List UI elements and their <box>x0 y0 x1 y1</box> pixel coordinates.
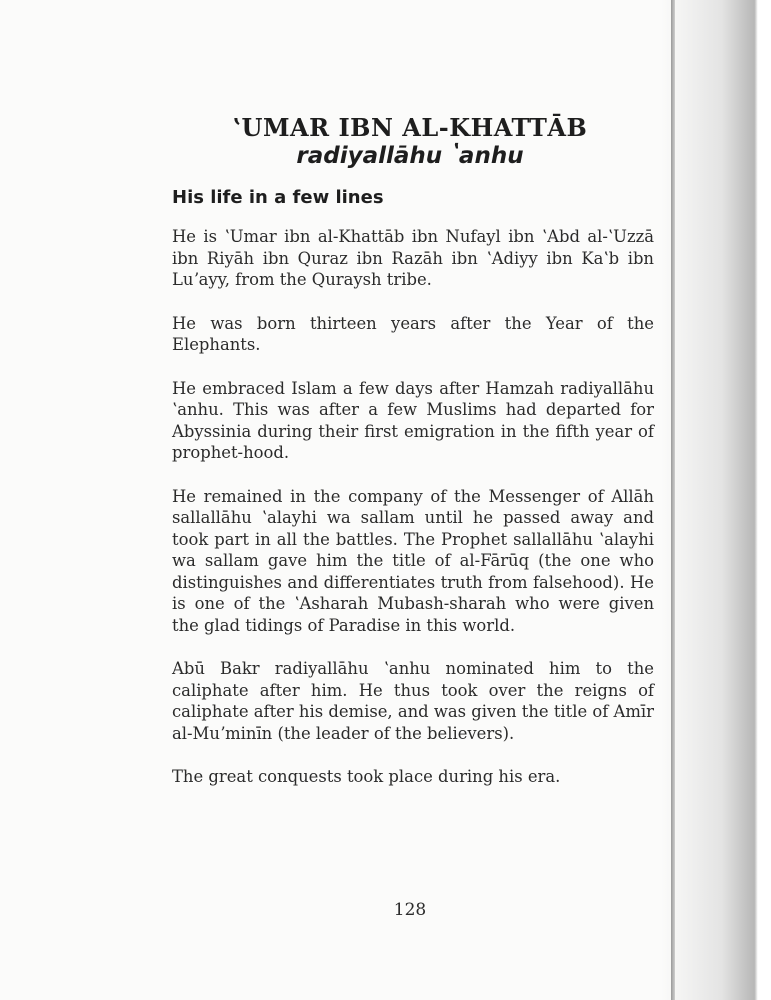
paragraph-caliphate: Abū Bakr radiyallāhu ʽanhu nominated him to the caliphate after him. He thus took over the reigns of caliphate after his demise, and was given the title of Amīr al-Muʼminīn (the leader of the believers). <box>172 659 654 743</box>
body-text <box>172 226 654 810</box>
paragraph-islam: He embraced Islam a few days after Hamzah radiyallāhu ʽanhu. This was after a few Muslims had departed for Abyssinia during their first emigration in the fifth year of prophet-hood. <box>172 378 654 462</box>
paragraph-lineage: He is ʽUmar ibn al-Khattāb ibn Nufayl ibn ʽAbd al-ʽUzzā ibn Riyāh ibn Quraz ibn Razāh ibn ʽAdiyy ibn Kaʽb ibn Luʼayy, from the Quraysh tribe. <box>172 227 654 289</box>
chapter-subtitle: radiyallāhu ʽanhu <box>296 143 524 169</box>
paragraph-birth: He was born thirteen years after the Year of the Elephants. <box>172 313 654 354</box>
paragraph-conquests: The great conquests took place during his era. <box>172 767 561 786</box>
section-heading: His life in a few lines <box>172 187 384 208</box>
paragraph-companionship: He remained in the company of the Messenger of Allāh sallallāhu ʽalayhi wa sallam until he passed away and took part in all the battles. The Prophet sallallāhu ʽalayhi wa sallam gave him the title of al-Fārūq (the one who distinguishes and differentiates truth from falsehood). He is one of the ʽAsharah Mubash-sharah who were given the glad tidings of Paradise in this world. <box>172 486 654 635</box>
chapter-title: ʽUMAR IBN AL-KHATTĀB <box>232 113 588 142</box>
page-number: 128 <box>393 900 427 920</box>
page-edge <box>671 0 675 1000</box>
page-gutter-shadow <box>661 0 771 1000</box>
